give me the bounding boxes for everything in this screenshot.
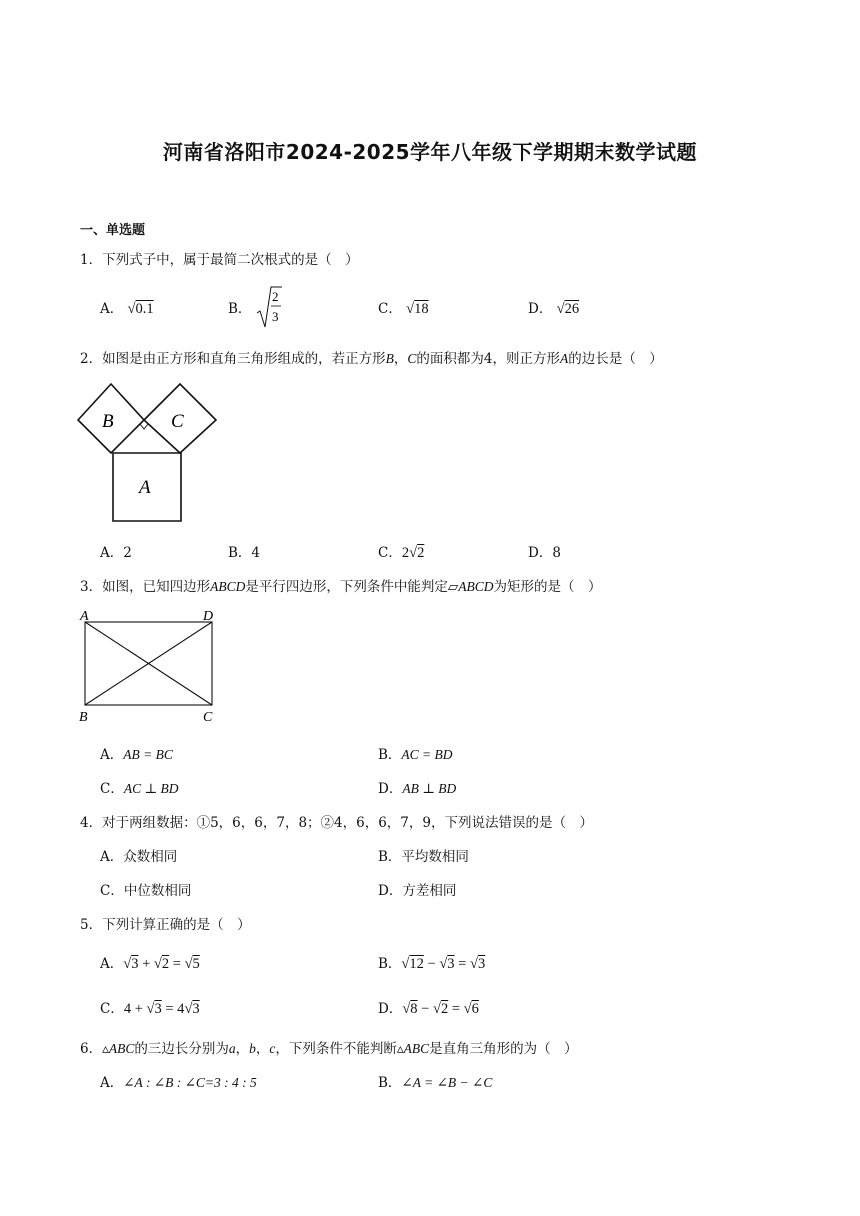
fraction-denominator: 3 xyxy=(271,309,279,324)
squares-triangle-figure xyxy=(76,380,220,526)
label-a: A xyxy=(139,477,151,498)
q1-option-b[interactable] xyxy=(228,285,282,329)
q3-option-b[interactable]: B．AC = BD xyxy=(378,747,453,763)
vertex-d: D xyxy=(203,609,214,624)
page-title: 河南省洛阳市2024-2025学年八年级下学期期末数学试题 xyxy=(162,140,698,164)
q1-a-radical: √0.1 xyxy=(127,301,154,317)
question-3-stem: 3．如图，已知四边形ABCD是平行四边形，下列条件中能判定▱ABCD为矩形的是（ ） xyxy=(80,579,602,595)
q6-option-a[interactable]: A．∠A : ∠B : ∠C=3 : 4 : 5 xyxy=(100,1075,257,1091)
question-6-stem: 6．▵ABC的三边长分别为a，b，c，下列条件不能判断▵ABC是直角三角形的为（ ） xyxy=(80,1041,578,1057)
question-1-stem: 1．下列式子中，属于最简二次根式的是（ ） xyxy=(80,252,359,268)
fraction-numerator: 2 xyxy=(271,289,279,304)
vertex-c: C xyxy=(203,710,213,725)
q4-option-d[interactable]: D．方差相同 xyxy=(378,883,457,899)
q5-option-d[interactable]: D．√8 − √2 = √6 xyxy=(378,1001,479,1017)
q1-c-radical: √18 xyxy=(406,301,429,317)
q4-option-a[interactable]: A．众数相同 xyxy=(100,849,178,865)
label-b: B xyxy=(102,411,114,432)
q3-option-c[interactable]: C．AC ⊥ BD xyxy=(100,781,179,797)
q1-d-radical: √26 xyxy=(556,301,580,317)
q1-option-a[interactable] xyxy=(100,297,154,318)
option-label: A． xyxy=(100,301,124,317)
q4-option-b[interactable]: B．平均数相同 xyxy=(378,849,469,865)
q2-option-b[interactable]: B．4 xyxy=(228,545,261,561)
option-label: B． xyxy=(228,301,252,317)
vertex-a: A xyxy=(80,609,89,624)
option-label: D． xyxy=(528,301,553,317)
q5-option-a[interactable]: A．√3 + √2 = √5 xyxy=(100,956,200,972)
option-label: C． xyxy=(378,301,402,317)
q1-option-d[interactable] xyxy=(528,297,579,318)
question-5-stem: 5．下列计算正确的是（ ） xyxy=(80,917,251,933)
q3-option-a[interactable]: A．AB = BC xyxy=(100,747,173,763)
q3-option-d[interactable]: D．AB ⊥ BD xyxy=(378,781,457,797)
q1-option-c[interactable] xyxy=(378,297,429,318)
q2-option-d[interactable]: D．8 xyxy=(528,545,561,561)
vertex-b: B xyxy=(79,710,88,725)
q2-option-c[interactable]: C．2√2 xyxy=(378,545,425,561)
q6-option-b[interactable]: B．∠A = ∠B − ∠C xyxy=(378,1075,493,1091)
question-4-stem: 4．对于两组数据：①5，6，6，7，8；②4，6，6，7，9，下列说法错误的是（ ） xyxy=(80,815,593,831)
q5-option-c[interactable]: C．4 + √3 = 4√3 xyxy=(100,1001,200,1017)
q1-b-radical xyxy=(256,285,282,329)
q2-option-a[interactable]: A．2 xyxy=(100,545,132,561)
right-angle-mark xyxy=(140,424,148,429)
rectangle-abcd-figure xyxy=(76,606,220,726)
section-heading: 一、单选题 xyxy=(80,223,146,238)
question-2-stem: 2．如图是由正方形和直角三角形组成的，若正方形B，C的面积都为4，则正方形A的边长是（ ） xyxy=(80,351,663,367)
label-c: C xyxy=(171,411,184,432)
q5-option-b[interactable]: B．√12 − √3 = √3 xyxy=(378,956,486,972)
q4-option-c[interactable]: C．中位数相同 xyxy=(100,883,192,899)
